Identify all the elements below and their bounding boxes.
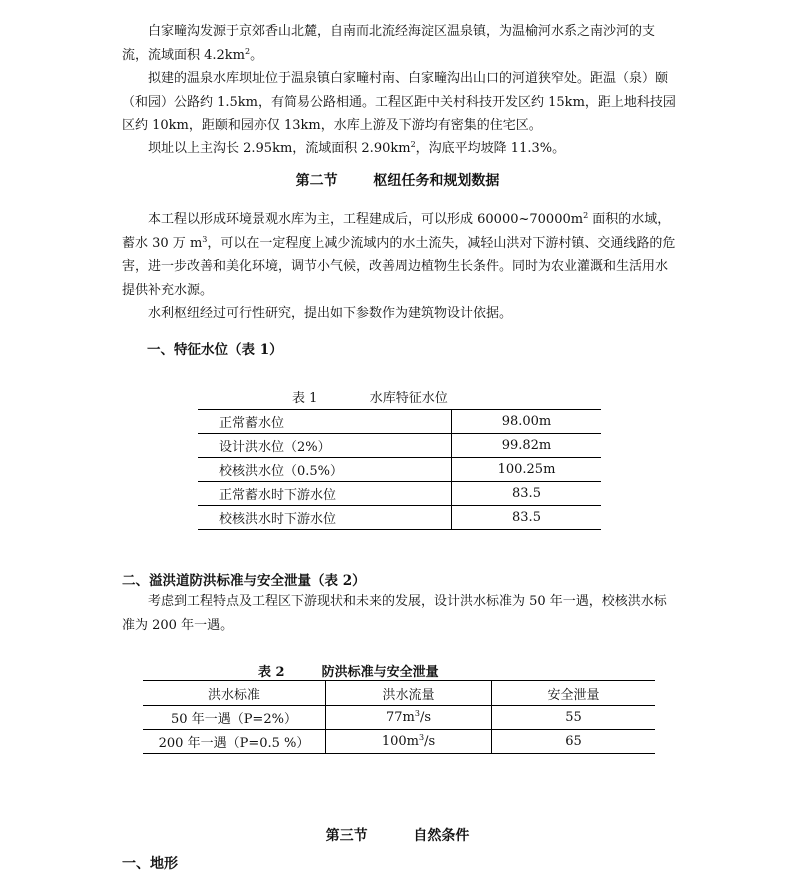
- paragraph-catchment: 坝址以上主沟长 2.95km，流域面积 $2.90km^2$，沟底平均坡降 11.3%。: [148, 140, 566, 156]
- table-1-number: 表 1: [292, 391, 318, 406]
- table-cell: 55: [492, 706, 656, 730]
- table-flood-discharge: [143, 680, 655, 754]
- table-row: [143, 730, 655, 754]
- table-row: [198, 410, 601, 434]
- table-cell: $100m^3/s$: [326, 730, 492, 754]
- table-row: [198, 434, 601, 458]
- table-cell: 设计洪水位（2%）: [198, 434, 452, 458]
- table-cell: 200 年一遇（P=0.5 %）: [143, 730, 326, 754]
- heading-spillway-standard: 二、溢洪道防洪标准与安全泄量（表 2）: [122, 573, 366, 589]
- heading-terrain: 一、地形: [122, 856, 178, 872]
- section-3-title: [0, 825, 795, 845]
- section-3-number: 第三节: [325, 828, 368, 844]
- table-cell: 校核洪水位（0.5%）: [198, 458, 452, 482]
- paragraph-project-purpose: 本工程以形成环境景观水库为主，工程建成后，可以形成 $60000\sim 70000m^2$ 面积的水域，蓄水 30 万 $m^3$，可以在一定程度上减少流域内的水土流失，减轻山洪对下游村镇、交通线路的危害，进一步改善和美化环境，调节小气候，改善周边植物生长条件。同时为农业灌溉和生活用水提供补充水源。: [122, 211, 676, 298]
- section-2-title: [0, 170, 795, 190]
- table-cell: 50 年一遇（P=2%）: [143, 706, 326, 730]
- paragraph-flood-standard: 考虑到工程特点及工程区下游现状和未来的发展，设计洪水标准为 50 年一遇，校核洪水标准为 200 年一遇。: [122, 594, 667, 633]
- column-header: 安全泄量: [492, 681, 656, 706]
- table-cell: 83.5: [452, 482, 602, 506]
- table-row: [198, 482, 601, 506]
- table-cell: 83.5: [452, 506, 602, 530]
- table-1-title: 水库特征水位: [369, 391, 448, 406]
- heading-characteristic-levels: 一、特征水位（表 1）: [147, 342, 283, 358]
- column-header: 洪水标准: [143, 681, 326, 706]
- table-row: [198, 506, 601, 530]
- table-cell: 98.00m: [452, 410, 602, 434]
- table-1-caption: [292, 387, 448, 406]
- table-cell: $77m^3/s$: [326, 706, 492, 730]
- table-cell: 正常蓄水时下游水位: [198, 482, 452, 506]
- table-2-number: 表 2: [258, 665, 285, 680]
- table-cell: 校核洪水时下游水位: [198, 506, 452, 530]
- table-cell: 99.82m: [452, 434, 602, 458]
- section-2-number: 第二节: [295, 173, 338, 189]
- table-header-row: [143, 681, 655, 706]
- table-cell: 65: [492, 730, 656, 754]
- section-3-heading: 自然条件: [413, 828, 470, 844]
- table-cell: 100.25m: [452, 458, 602, 482]
- column-header: 洪水流量: [326, 681, 492, 706]
- paragraph-river-source: 白家疃沟发源于京郊香山北麓，自南而北流经海淀区温泉镇，为温榆河水系之南沙河的支流，流域面积 $4.2km^2$。: [122, 24, 656, 63]
- table-row: [143, 706, 655, 730]
- paragraph-design-basis: 水利枢纽经过可行性研究，提出如下参数作为建筑物设计依据。: [148, 306, 513, 321]
- table-cell: 正常蓄水位: [198, 410, 452, 434]
- table-2-caption: [258, 661, 439, 680]
- table-water-levels: [198, 409, 601, 530]
- table-row: [198, 458, 601, 482]
- table-2-title: 防洪标准与安全泄量: [321, 665, 439, 680]
- paragraph-dam-site: 拟建的温泉水库坝址位于温泉镇白家疃村南、白家疃沟出山口的河道狭窄处。距温（泉）颐（和园）公路约 1.5km，有简易公路相通。工程区距中关村科技开发区约 15km，距上地科技园区约 10km，距颐和园亦仅 13km，水库上游及下游均有密集的住宅区。: [122, 71, 676, 133]
- section-2-heading: 枢纽任务和规划数据: [373, 173, 500, 189]
